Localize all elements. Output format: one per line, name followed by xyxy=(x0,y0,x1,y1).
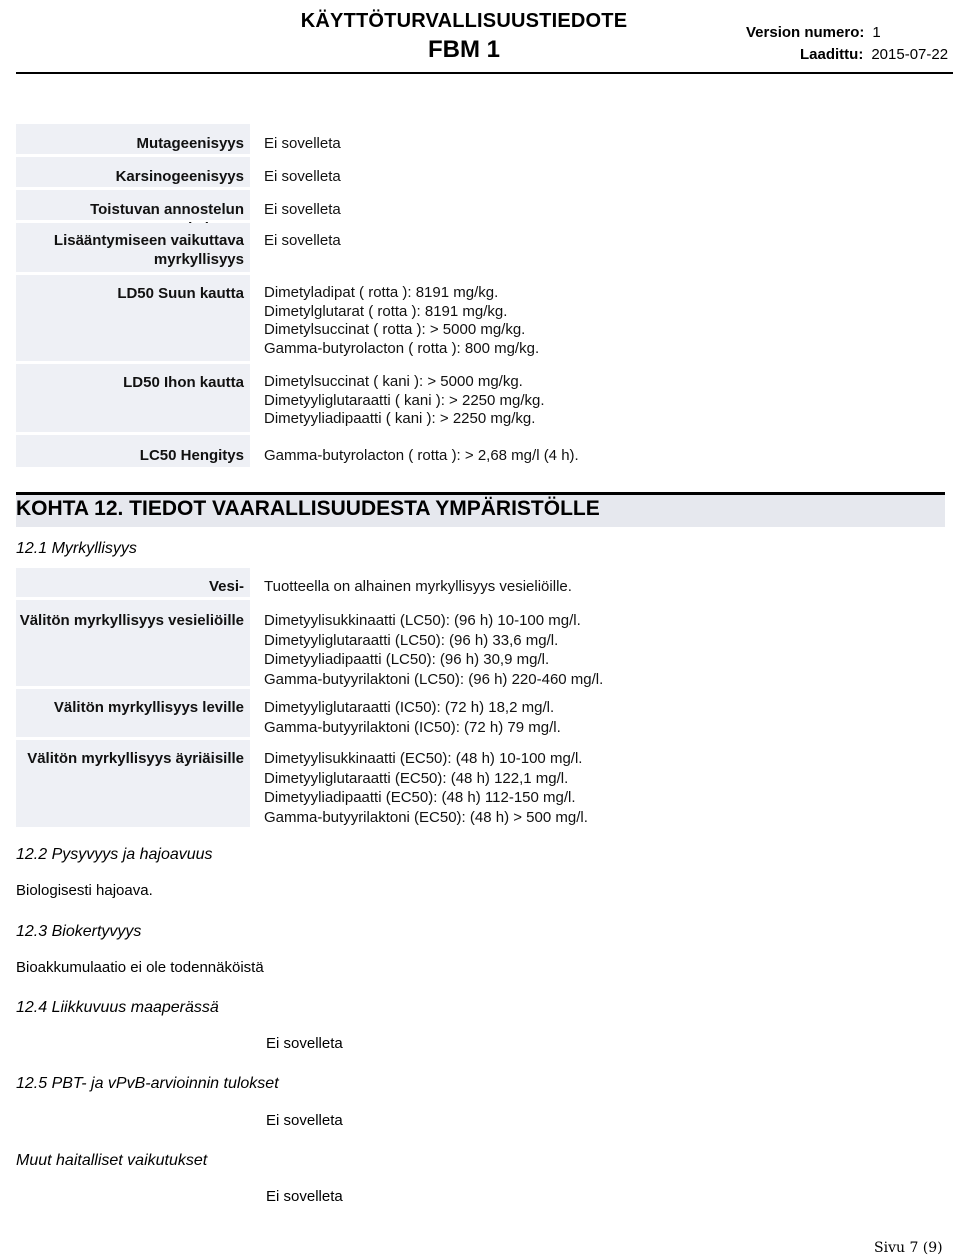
subsection-title: 12.5 PBT- ja vPvB-arvioinnin tulokset xyxy=(16,1075,279,1092)
subsection-title: 12.2 Pysyvyys ja hajoavuus xyxy=(16,846,213,863)
version-value: 1 xyxy=(872,24,881,41)
subsection-text: Biologisesti hajoava. xyxy=(16,882,153,899)
version-info xyxy=(746,24,881,41)
header-divider xyxy=(16,72,953,74)
row-label: Välitön myrkyllisyys vesieliöille xyxy=(16,600,250,689)
subsection-title: 12.4 Liikkuvuus maaperässä xyxy=(16,999,219,1016)
table-row xyxy=(16,157,945,190)
subsection-text: Ei sovelleta xyxy=(266,1035,343,1052)
date-label: Laadittu: xyxy=(800,46,864,63)
row-value: Tuotteella on alhainen myrkyllisyys vesieliöille. xyxy=(264,578,572,595)
page-number: Sivu 7 (9) xyxy=(874,1240,943,1256)
row-label: Karsinogeenisyys xyxy=(16,157,250,190)
row-label: LD50 Ihon kautta xyxy=(16,364,250,435)
ecotoxicity-table xyxy=(16,568,945,830)
row-value: Ei sovelleta xyxy=(264,135,341,152)
row-value: Gamma-butyrolacton ( rotta ): > 2,68 mg/l (4 h). xyxy=(264,447,579,464)
subsection-text: Bioakkumulaatio ei ole todennäköistä xyxy=(16,959,264,976)
table-row xyxy=(16,275,945,364)
row-label: Vesi- xyxy=(16,568,250,600)
row-value: Dimetyyliglutaraatti (IC50): (72 h) 18,2 mg/l. Gamma-butyyrilaktoni (IC50): (72 h) 79 mg/l. xyxy=(264,699,561,736)
row-label: Välitön myrkyllisyys äyriäisille xyxy=(16,740,250,830)
row-value: Dimetyylisukkinaatti (LC50): (96 h) 10-100 mg/l. Dimetyyliglutaraatti (LC50): (96 h) 33,6 mg/l. Dimetyyliadipaatti (LC50): (96 h) 30,9 mg/l. Gamma-butyyrilaktoni (LC50): (96 h) 220-460 mg/l. xyxy=(264,612,604,688)
row-value: Ei sovelleta xyxy=(264,201,341,218)
subsection-title: Muut haitalliset vaikutukset xyxy=(16,1152,208,1169)
table-row xyxy=(16,223,945,275)
section-title: KOHTA 12. TIEDOT VAARALLISUUDESTA YMPÄRISTÖLLE xyxy=(16,497,600,520)
toxicity-table xyxy=(16,124,945,470)
subsection-title: 12.1 Myrkyllisyys xyxy=(16,540,137,557)
document-title: KÄYTTÖTURVALLISUUSTIEDOTE xyxy=(300,10,628,32)
row-value: Ei sovelleta xyxy=(264,232,341,249)
table-row xyxy=(16,740,945,830)
table-row xyxy=(16,190,945,223)
row-label: Lisääntymiseen vaikuttava myrkyllisyys xyxy=(16,223,250,275)
table-row xyxy=(16,568,945,600)
row-value: Dimetylsuccinat ( kani ): > 5000 mg/kg. Dimetyyliglutaraatti ( kani ): > 2250 mg/kg. Dimetyyliadipaatti ( kani ): > 2250 mg/kg. xyxy=(264,373,545,427)
row-label: LD50 Suun kautta xyxy=(16,275,250,364)
row-label: Toistuvan annostelun xyxy=(16,190,250,223)
product-name: FBM 1 xyxy=(428,36,500,63)
row-value: Dimetyylisukkinaatti (EC50): (48 h) 10-100 mg/l. Dimetyyliglutaraatti (EC50): (48 h) 122,1 mg/l. Dimetyyliadipaatti (EC50): (48 h) 112-150 mg/l. Gamma-butyyrilaktoni (EC50): (48 h) > 500 mg/l. xyxy=(264,750,588,826)
row-label: Mutageenisyys xyxy=(16,124,250,157)
table-row xyxy=(16,124,945,157)
table-row xyxy=(16,689,945,740)
date-value: 2015-07-22 xyxy=(871,46,949,63)
table-row xyxy=(16,364,945,435)
subsection-text: Ei sovelleta xyxy=(266,1112,343,1129)
version-label: Version numero: xyxy=(746,24,865,41)
date-info xyxy=(800,46,948,63)
row-label: Välitön myrkyllisyys leville xyxy=(16,689,250,740)
subsection-text: Ei sovelleta xyxy=(266,1188,343,1205)
subsection-title: 12.3 Biokertyvyys xyxy=(16,923,142,940)
row-value: Ei sovelleta xyxy=(264,168,341,185)
table-row xyxy=(16,600,945,689)
row-value: Dimetyladipat ( rotta ): 8191 mg/kg. Dimetylglutarat ( rotta ): 8191 mg/kg. Dimetylsuccinat ( rotta ): > 5000 mg/kg. Gamma-butyrolacton ( rotta ): 800 mg/kg. xyxy=(264,284,540,357)
row-label: LC50 Hengitys xyxy=(16,435,250,470)
table-row xyxy=(16,435,945,470)
